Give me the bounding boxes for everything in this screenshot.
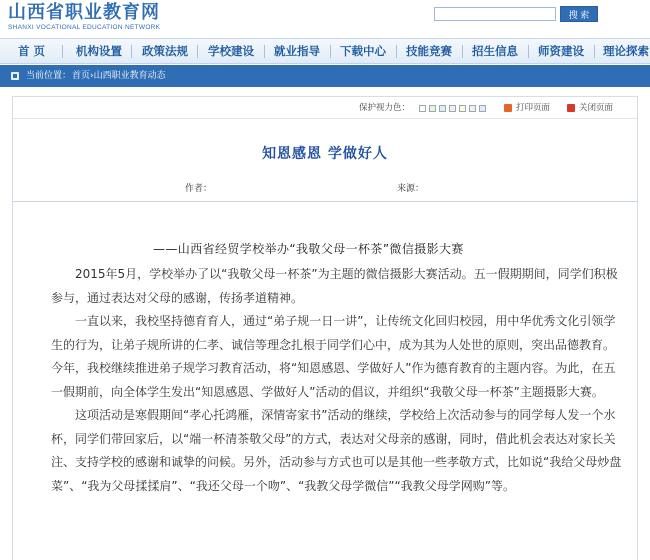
nav-item-policy[interactable]: 政策法规 xyxy=(142,44,188,58)
main-nav xyxy=(0,38,650,64)
nav-separator xyxy=(62,45,63,58)
article-subtitle: ——山西省经贸学校举办“我敬父母一杯茶”微信摄影大赛 xyxy=(153,242,464,256)
breadcrumb-path[interactable]: 首页›山西职业教育动态 xyxy=(72,71,166,81)
color-swatch[interactable] xyxy=(479,105,486,112)
color-swatch[interactable] xyxy=(459,105,466,112)
nav-separator xyxy=(528,45,529,58)
nav-item-faculty[interactable]: 师资建设 xyxy=(538,44,584,58)
close-page-link[interactable]: 关闭页面 xyxy=(579,103,614,113)
print-page-link[interactable]: 打印页面 xyxy=(516,103,551,113)
location-icon xyxy=(11,72,19,80)
nav-item-skills-competition[interactable]: 技能竞赛 xyxy=(406,44,452,58)
article-author-label: 作者： xyxy=(185,184,213,194)
nav-separator xyxy=(594,45,595,58)
nav-item-downloads[interactable]: 下载中心 xyxy=(340,44,386,58)
color-swatch[interactable] xyxy=(429,105,436,112)
article-paragraph: 一直以来，我校坚持德育育人，通过“弟子规一日一讲”，让传统文化回归校园，用中华优秀文化引领学生的行为，让弟子规所讲的仁孝、诚信等理念扎根于同学们心中，成为其为人处世的原则，突出品德教育。今年，我校继续推进弟子规学习教育活动，将“知恩感恩、学做好人”作为德育教育的主题内容。为此，在五一假期前，向全体学生发出“知恩感恩、学做好人”活动的倡议，并组织“我敬父母一杯茶”主题摄影大赛。 xyxy=(51,314,616,399)
search-input[interactable] xyxy=(434,7,556,21)
nav-item-theory[interactable]: 理论探索 xyxy=(603,44,649,58)
print-icon xyxy=(504,104,512,112)
article-title: 知恩感恩 学做好人 xyxy=(262,146,388,162)
article-divider xyxy=(13,201,637,202)
article-toolbar xyxy=(13,97,637,119)
nav-separator xyxy=(131,45,132,58)
color-swatch[interactable] xyxy=(449,105,456,112)
logo-subtitle: SHANXI VOCATIONAL EDUCATION NETWORK xyxy=(8,24,161,31)
breadcrumb-label: 当前位置： xyxy=(26,71,72,81)
eye-care-color-label: 保护视力色： xyxy=(359,103,411,113)
nav-item-organization[interactable]: 机构设置 xyxy=(76,44,122,58)
nav-separator xyxy=(264,45,265,58)
article-source-label: 来源： xyxy=(397,184,425,194)
nav-separator xyxy=(197,45,198,58)
article-frame xyxy=(12,96,638,560)
nav-item-employment[interactable]: 就业指导 xyxy=(274,44,320,58)
nav-separator xyxy=(396,45,397,58)
color-swatch[interactable] xyxy=(469,105,476,112)
nav-item-school-building[interactable]: 学校建设 xyxy=(208,44,254,58)
logo-title: 山西省职业教育网 xyxy=(8,2,160,23)
article-body xyxy=(51,263,623,498)
nav-item-admissions[interactable]: 招生信息 xyxy=(472,44,518,58)
color-swatch[interactable] xyxy=(439,105,446,112)
site-header xyxy=(0,0,650,38)
color-swatch[interactable] xyxy=(419,105,426,112)
breadcrumb xyxy=(0,65,650,87)
article-paragraph: 这项活动是寒假期间“孝心托鸿雁，深情寄家书”活动的继续，学校给上次活动参与的同学每人发一个水杯，同学们带回家后，以“端一杯清茶敬父母”的方式，表达对父母亲的感谢，同时，借此机会表达对家长关注、支持学校的感谢和诚挚的问候。另外，活动参与方式也可以是其他一些孝敬方式，比如说“我给父母炒盘菜”、“我为父母揉揉肩”、“我还父母一个吻”、“我教父母学微信”“我教父母学网购”等。 xyxy=(51,408,622,493)
nav-separator xyxy=(462,45,463,58)
site-logo[interactable] xyxy=(8,2,160,32)
article-paragraph: 2015年5月，学校举办了以“我敬父母一杯茶”为主题的微信摄影大赛活动。五一假期期间，同学们积极参与，通过表达对父母的感谢，传扬孝道精神。 xyxy=(51,267,618,305)
search-button[interactable]: 搜 索 xyxy=(560,6,598,22)
close-icon xyxy=(567,104,575,112)
nav-separator xyxy=(330,45,331,58)
nav-item-home[interactable]: 首 页 xyxy=(18,44,46,58)
